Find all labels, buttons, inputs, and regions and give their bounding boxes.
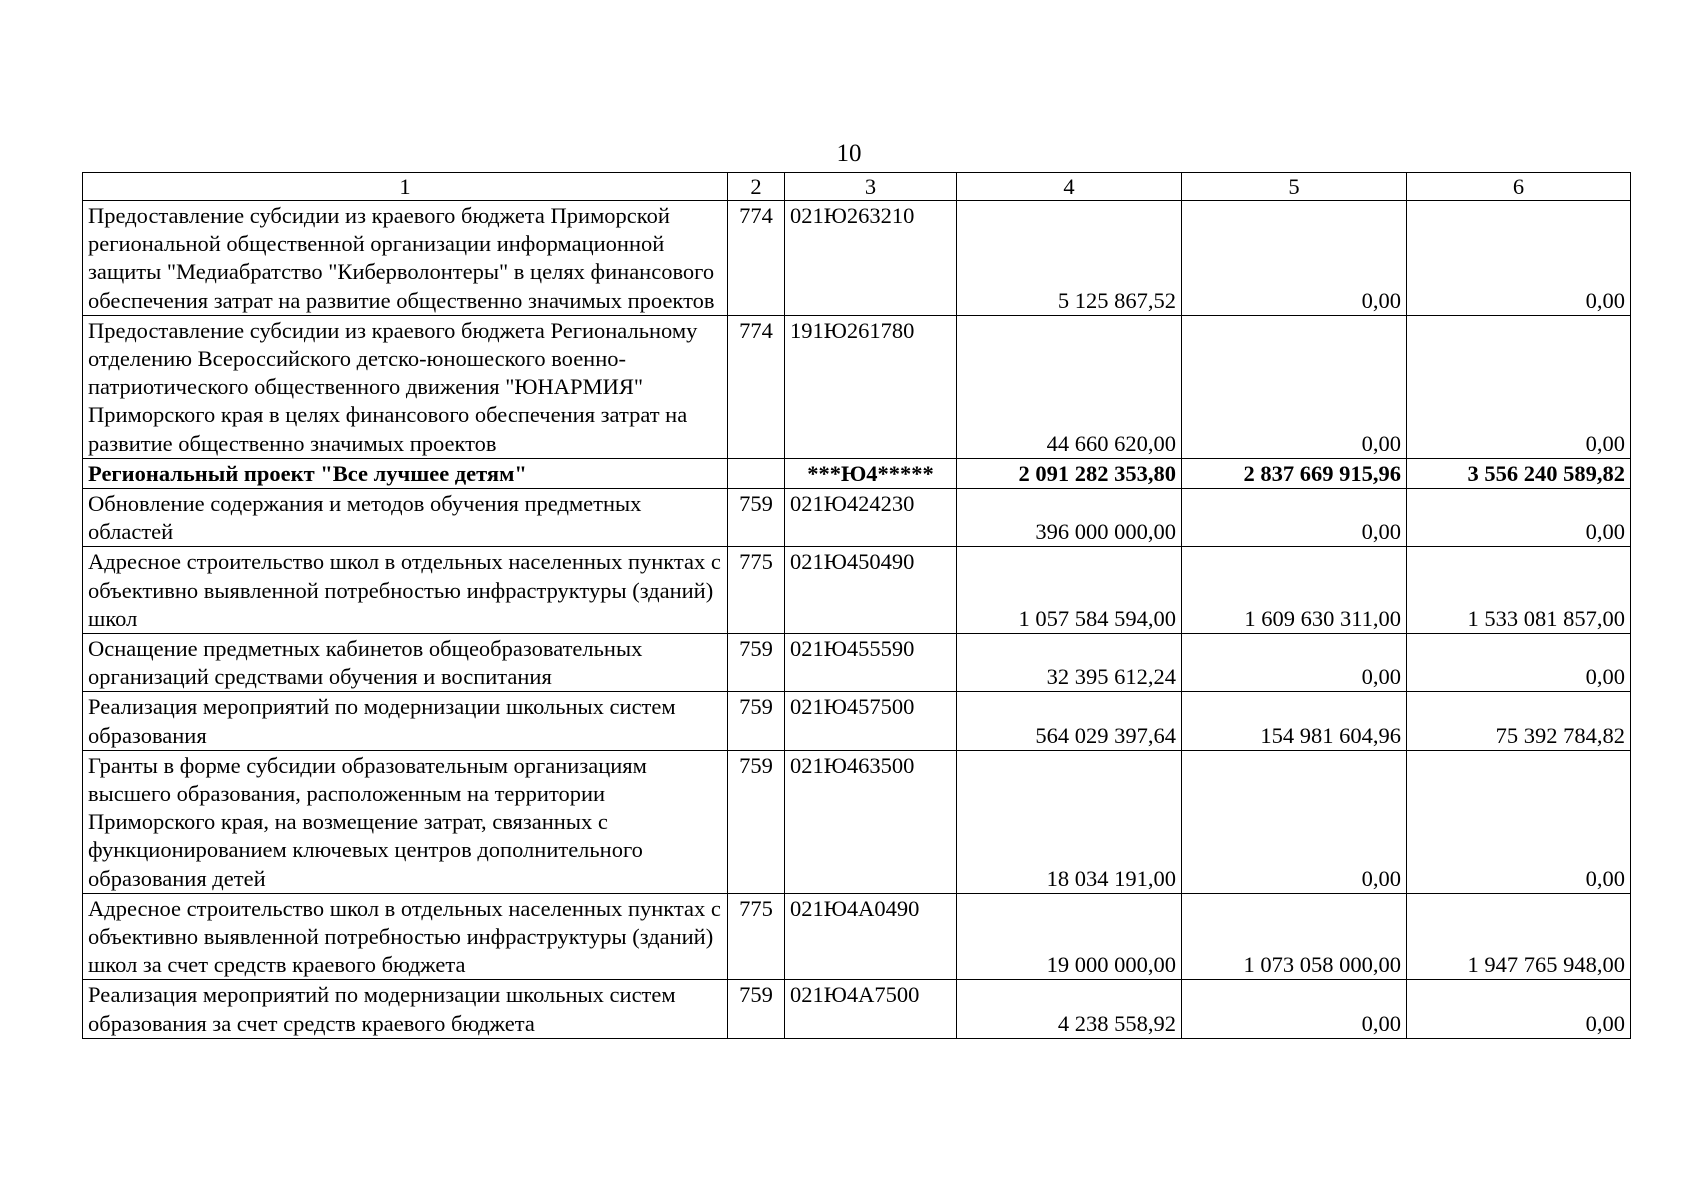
amount-col5-cell: 0,00	[1182, 980, 1407, 1038]
ministry-code-cell: 775	[728, 893, 785, 980]
item-name-cell: Реализация мероприятий по модернизации школьных систем образования	[83, 692, 728, 750]
amount-col5-cell: 0,00	[1182, 315, 1407, 458]
item-name-cell: Реализация мероприятий по модернизации школьных систем образования за счет средств краевого бюджета	[83, 980, 728, 1038]
budget-code-cell: 021Ю457500	[785, 692, 957, 750]
ministry-code-cell: 774	[728, 315, 785, 458]
item-name-cell: Оснащение предметных кабинетов общеобразовательных организаций средствами обучения и воспитания	[83, 634, 728, 692]
amount-col6-cell: 75 392 784,82	[1407, 692, 1631, 750]
ministry-code-cell: 759	[728, 489, 785, 547]
ministry-code-cell: 759	[728, 634, 785, 692]
budget-code-cell: 191Ю261780	[785, 315, 957, 458]
amount-col4-cell: 44 660 620,00	[957, 315, 1182, 458]
amount-col5-cell: 0,00	[1182, 750, 1407, 893]
amount-col5-cell: 2 837 669 915,96	[1182, 458, 1407, 488]
item-name-cell: Адресное строительство школ в отдельных населенных пунктах с объективно выявленной потребностью инфраструктуры (зданий) школ	[83, 547, 728, 634]
table-row	[83, 692, 1631, 750]
column-header-6: 6	[1407, 173, 1631, 201]
column-header-5: 5	[1182, 173, 1407, 201]
ministry-code-cell: 759	[728, 980, 785, 1038]
table-row	[83, 201, 1631, 316]
amount-col4-cell: 18 034 191,00	[957, 750, 1182, 893]
table-row	[83, 634, 1631, 692]
table-row	[83, 980, 1631, 1038]
item-name-cell: Адресное строительство школ в отдельных населенных пунктах с объективно выявленной потребностью инфраструктуры (зданий) школ за счет средств краевого бюджета	[83, 893, 728, 980]
table-row-subtotal	[83, 458, 1631, 488]
budget-code-cell: 021Ю455590	[785, 634, 957, 692]
ministry-code-cell: 759	[728, 750, 785, 893]
budget-code-cell: 021Ю263210	[785, 201, 957, 316]
item-name-cell: Обновление содержания и методов обучения предметных областей	[83, 489, 728, 547]
table-row	[83, 547, 1631, 634]
amount-col6-cell: 3 556 240 589,82	[1407, 458, 1631, 488]
amount-col4-cell: 19 000 000,00	[957, 893, 1182, 980]
ministry-code-cell: 759	[728, 692, 785, 750]
amount-col4-cell: 5 125 867,52	[957, 201, 1182, 316]
column-header-1: 1	[83, 173, 728, 201]
amount-col6-cell: 0,00	[1407, 489, 1631, 547]
amount-col5-cell: 154 981 604,96	[1182, 692, 1407, 750]
amount-col6-cell: 1 533 081 857,00	[1407, 547, 1631, 634]
amount-col6-cell: 0,00	[1407, 201, 1631, 316]
column-header-3: 3	[785, 173, 957, 201]
table-row	[83, 893, 1631, 980]
amount-col6-cell: 0,00	[1407, 315, 1631, 458]
table-body	[83, 201, 1631, 1039]
table-row	[83, 315, 1631, 458]
budget-code-cell: 021Ю424230	[785, 489, 957, 547]
amount-col4-cell: 32 395 612,24	[957, 634, 1182, 692]
amount-col4-cell: 4 238 558,92	[957, 980, 1182, 1038]
table-row	[83, 489, 1631, 547]
amount-col5-cell: 0,00	[1182, 489, 1407, 547]
column-header-4: 4	[957, 173, 1182, 201]
amount-col6-cell: 0,00	[1407, 980, 1631, 1038]
item-name-cell: Предоставление субсидии из краевого бюджета Региональному отделению Всероссийского детско-юношеского военно-патриотического общественного движения "ЮНАРМИЯ" Приморского края в целях финансового обеспечения затрат на развитие общественно значимых проектов	[83, 315, 728, 458]
amount-col6-cell: 0,00	[1407, 750, 1631, 893]
amount-col5-cell: 1 609 630 311,00	[1182, 547, 1407, 634]
budget-code-cell: ***Ю4*****	[785, 458, 957, 488]
column-header-2: 2	[728, 173, 785, 201]
budget-code-cell: 021Ю450490	[785, 547, 957, 634]
table-row	[83, 750, 1631, 893]
amount-col6-cell: 0,00	[1407, 634, 1631, 692]
amount-col6-cell: 1 947 765 948,00	[1407, 893, 1631, 980]
amount-col5-cell: 0,00	[1182, 634, 1407, 692]
page-number: 10	[836, 140, 862, 167]
item-name-cell: Гранты в форме субсидии образовательным организациям высшего образования, расположенным на территории Приморского края, на возмещение затрат, связанных с функционированием ключевых центров дополнительного образования детей	[83, 750, 728, 893]
item-name-cell: Предоставление субсидии из краевого бюджета Приморской региональной общественной организации информационной защиты "Медиабратство "Киберволонтеры" в целях финансового обеспечения затрат на развитие общественно значимых проектов	[83, 201, 728, 316]
amount-col5-cell: 0,00	[1182, 201, 1407, 316]
ministry-code-cell: 774	[728, 201, 785, 316]
amount-col4-cell: 2 091 282 353,80	[957, 458, 1182, 488]
amount-col5-cell: 1 073 058 000,00	[1182, 893, 1407, 980]
budget-code-cell: 021Ю463500	[785, 750, 957, 893]
amount-col4-cell: 396 000 000,00	[957, 489, 1182, 547]
amount-col4-cell: 564 029 397,64	[957, 692, 1182, 750]
ministry-code-cell	[728, 458, 785, 488]
ministry-code-cell: 775	[728, 547, 785, 634]
budget-table	[82, 172, 1631, 1039]
budget-code-cell: 021Ю4А0490	[785, 893, 957, 980]
amount-col4-cell: 1 057 584 594,00	[957, 547, 1182, 634]
budget-code-cell: 021Ю4А7500	[785, 980, 957, 1038]
header-row	[83, 173, 1631, 201]
item-name-cell: Региональный проект "Все лучшее детям"	[83, 458, 728, 488]
